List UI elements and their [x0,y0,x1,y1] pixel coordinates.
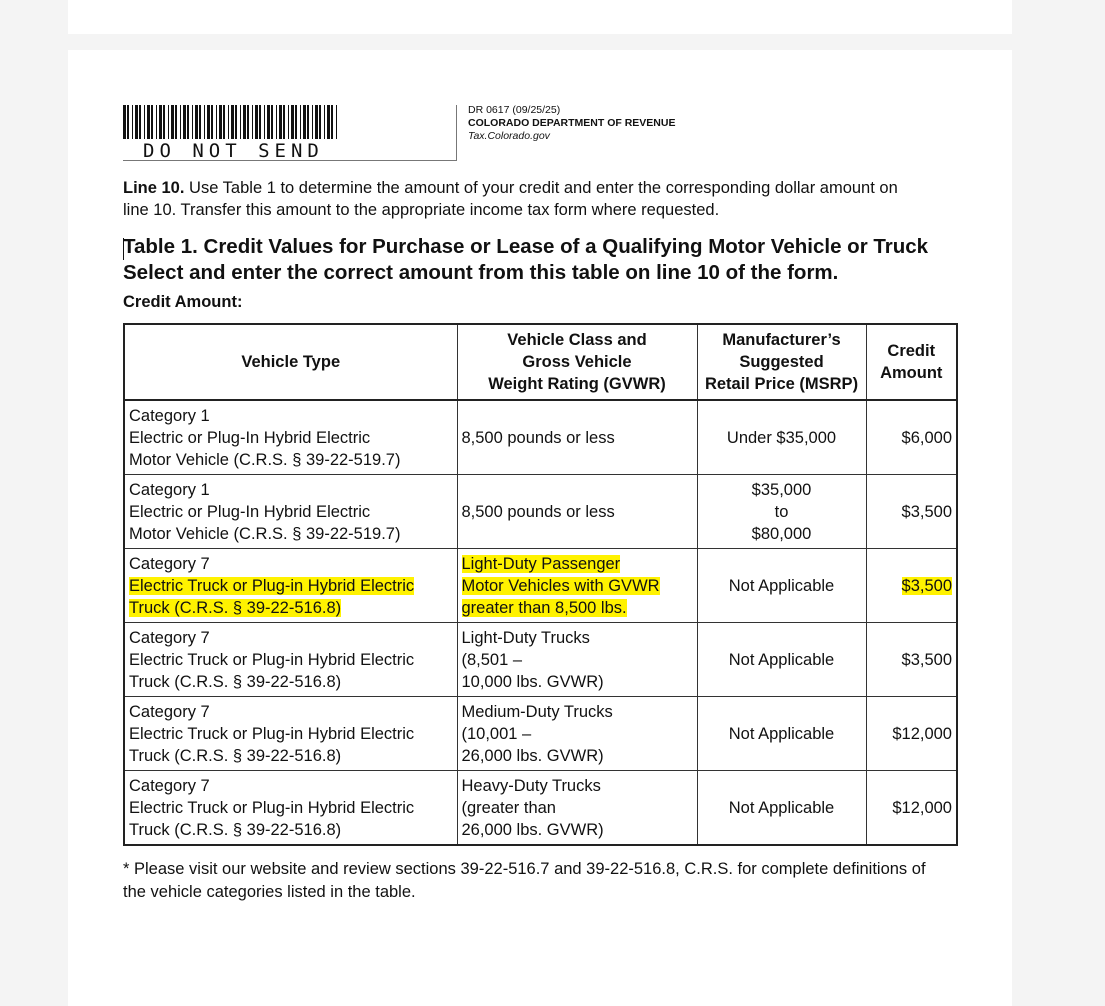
previous-page-edge [68,0,1012,34]
vehicle-type-cell: Category 7 Electric Truck or Plug-in Hybrid Electric Truck (C.R.S. § 39-22-516.8) [124,697,457,771]
table-row [124,771,957,846]
table-header-row [124,324,957,400]
highlight-mark: Motor Vehicles with GVWR [461,576,660,595]
highlight-mark: greater than 8,500 lbs. [461,598,627,617]
msrp-cell: Not Applicable [697,697,866,771]
credit-amount-cell [866,549,957,623]
credit-amount-cell: $3,500 [866,475,957,549]
msrp-cell: $35,000 to $80,000 [697,475,866,549]
highlight-mark: $3,500 [901,576,952,595]
header-msrp: Manufacturer’s Suggested Retail Price (MSRP) [697,324,866,400]
vehicle-class-cell: 8,500 pounds or less [457,475,697,549]
highlight-mark: Light-Duty Passenger [461,554,621,573]
credit-amount-heading: Credit Amount: [123,293,243,311]
vehicle-type-cell: Category 1 Electric or Plug-In Hybrid Electric Motor Vehicle (C.R.S. § 39-22-519.7) [124,475,457,549]
msrp-cell: Under $35,000 [697,400,866,475]
credit-amount-cell: $12,000 [866,697,957,771]
credit-amount-cell: $3,500 [866,623,957,697]
vehicle-class-cell [457,549,697,623]
vehicle-class-cell: Light-Duty Trucks (8,501 – 10,000 lbs. GVWR) [457,623,697,697]
line10-instructions [123,177,923,221]
form-page [68,50,1012,1006]
header-credit-amount: Credit Amount [866,324,957,400]
msrp-cell: Not Applicable [697,623,866,697]
footnote: * Please visit our website and review sections 39-22-516.7 and 39-22-516.8, C.R.S. for complete definitions of the vehicle categories listed in the table. [123,860,926,901]
do-not-send-label: DO NOT SEND [143,140,324,162]
credit-amount-cell: $12,000 [866,771,957,846]
credit-values-table [123,323,958,846]
agency-name: COLORADO DEPARTMENT OF REVENUE [468,117,676,129]
vehicle-type-cell: Category 7 Electric Truck or Plug-in Hybrid Electric Truck (C.R.S. § 39-22-516.8) [124,623,457,697]
barcode-header [123,105,457,161]
table-row [124,400,957,475]
highlight-mark: Electric Truck or Plug-in Hybrid Electric [129,576,415,595]
vehicle-class-cell: 8,500 pounds or less [457,400,697,475]
line10-text: Use Table 1 to determine the amount of your credit and enter the corresponding dollar amount on line 10. Transfer this amount to the appropriate income tax form where requested. [123,179,898,219]
form-id: DR 0617 (09/25/25) [468,104,561,116]
table-row [124,623,957,697]
header-vehicle-class: Vehicle Class and Gross Vehicle Weight Rating (GVWR) [457,324,697,400]
credit-amount-cell: $6,000 [866,400,957,475]
vehicle-type-cell: Category 7 Electric Truck or Plug-in Hybrid Electric Truck (C.R.S. § 39-22-516.8) [124,549,457,623]
header-vehicle-type: Vehicle Type [124,324,457,400]
msrp-cell: Not Applicable [697,549,866,623]
highlight-mark: Truck (C.R.S. § 39-22-516.8) [129,598,342,617]
line10-label: Line 10. [123,179,185,197]
table-title: Table 1. Credit Values for Purchase or Lease of a Qualifying Motor Vehicle or Truck Select and enter the correct amount from this table on line 10 of the form. [123,235,929,284]
vehicle-class-cell: Medium-Duty Trucks (10,001 – 26,000 lbs. GVWR) [457,697,697,771]
barcode-image [123,105,341,139]
agency-website: Tax.Colorado.gov [468,130,550,142]
vehicle-class-cell: Heavy-Duty Trucks (greater than 26,000 lbs. GVWR) [457,771,697,846]
form-meta [468,104,675,143]
vehicle-type-cell: Category 1 Electric or Plug-In Hybrid Electric Motor Vehicle (C.R.S. § 39-22-519.7) [124,400,457,475]
msrp-cell: Not Applicable [697,771,866,846]
table-row [124,697,957,771]
table-row-highlighted [124,549,957,623]
vehicle-type-cell: Category 7 Electric Truck or Plug-in Hybrid Electric Truck (C.R.S. § 39-22-516.8) [124,771,457,846]
table-row [124,475,957,549]
